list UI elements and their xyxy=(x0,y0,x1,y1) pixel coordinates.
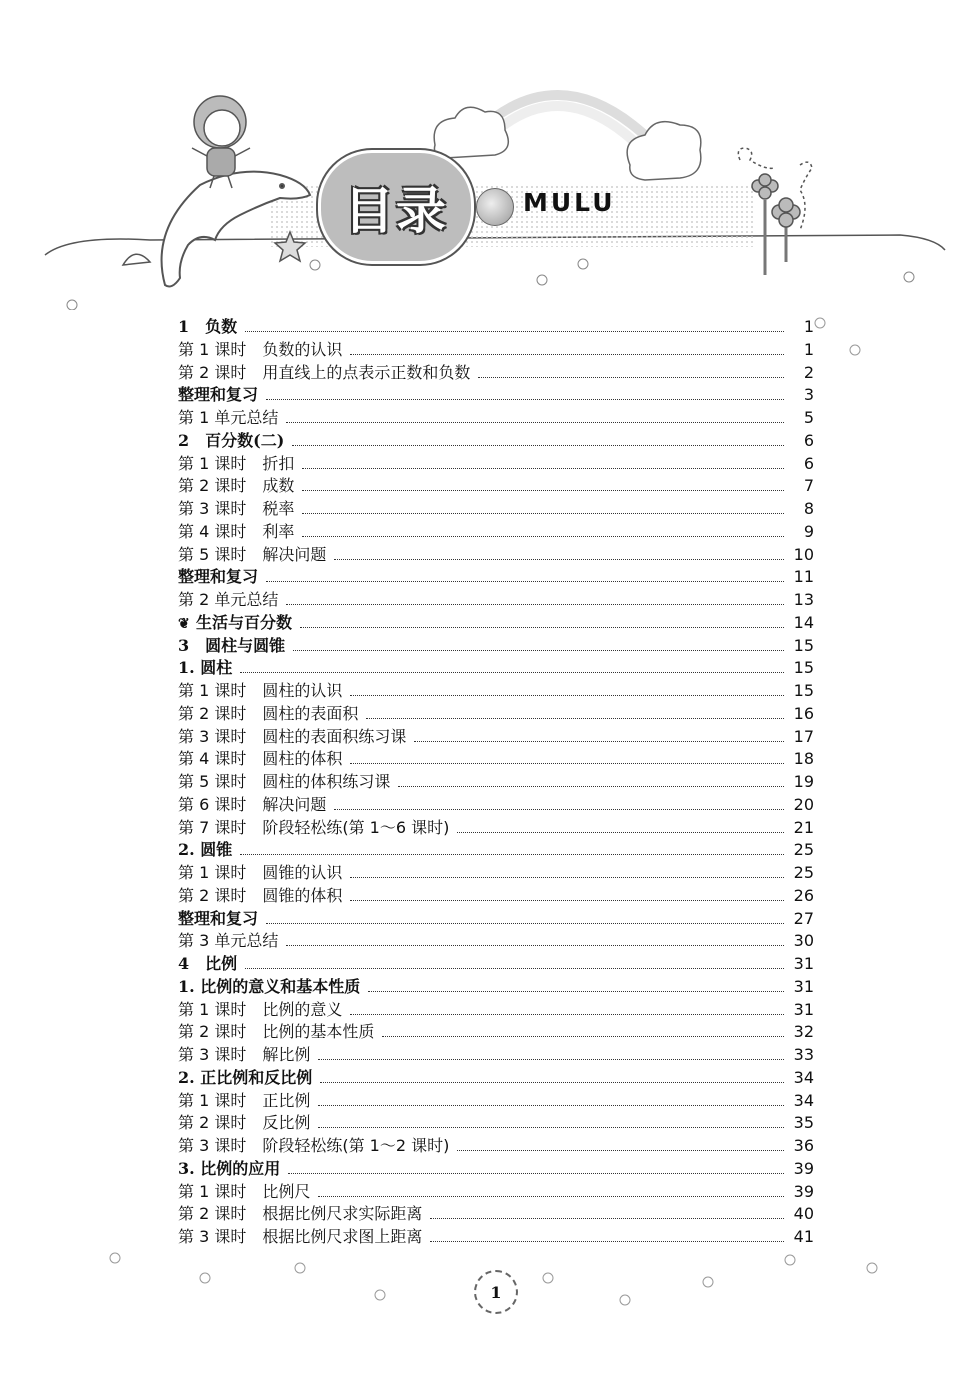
toc-label xyxy=(178,862,346,885)
toc-page-number: 15 xyxy=(793,681,814,700)
toc-row[interactable] xyxy=(178,339,814,362)
toc-label xyxy=(178,362,474,385)
leader-dots xyxy=(350,1013,784,1015)
toc-row[interactable] xyxy=(178,999,814,1022)
toc-row[interactable] xyxy=(178,475,814,498)
toc-label-text: 2 百分数(二) xyxy=(178,430,285,450)
toc-label xyxy=(178,1021,378,1044)
toc-page-number: 34 xyxy=(793,1090,814,1110)
toc-row[interactable] xyxy=(178,1181,814,1204)
toc-page-number: 31 xyxy=(793,954,814,973)
toc-row[interactable] xyxy=(178,1158,814,1181)
toc-label xyxy=(178,1090,314,1113)
toc-label xyxy=(178,407,282,430)
toc-label xyxy=(178,339,346,362)
toc-row[interactable] xyxy=(178,635,814,658)
toc-page-number: 8 xyxy=(803,499,814,518)
toc-row[interactable] xyxy=(178,1112,814,1135)
leader-dots xyxy=(350,876,784,878)
toc-label xyxy=(178,475,298,498)
toc-label-text: 第 3 课时 解比例 xyxy=(178,1045,311,1064)
toc-row[interactable] xyxy=(178,566,814,589)
leader-dots xyxy=(430,1217,784,1219)
leader-dots xyxy=(366,717,784,719)
toc-label-text: 第 1 课时 折扣 xyxy=(178,453,295,473)
toc-page-number: 33 xyxy=(793,1045,814,1064)
page-title: 目录 xyxy=(344,182,448,240)
page-subtitle: MULU xyxy=(523,188,616,217)
toc-row[interactable] xyxy=(178,885,814,908)
toc-label-text: 2. 正比例和反比例 xyxy=(178,1067,313,1087)
leader-dots xyxy=(368,990,784,992)
toc-label-text: 3 圆柱与圆锥 xyxy=(178,635,286,655)
toc-label xyxy=(178,1158,284,1181)
toc-label xyxy=(178,657,236,680)
leader-dots xyxy=(318,1058,784,1060)
toc-label xyxy=(178,521,298,544)
toc-label-text: 第 2 课时 比例的基本性质 xyxy=(178,1022,375,1042)
leader-dots xyxy=(350,762,784,764)
toc-page-number: 10 xyxy=(793,544,814,564)
toc-label xyxy=(178,976,364,999)
toc-label xyxy=(178,1181,314,1204)
toc-label-text: 第 1 课时 比例尺 xyxy=(178,1181,311,1201)
toc-label xyxy=(178,1203,426,1226)
toc-row[interactable] xyxy=(178,1226,814,1249)
toc-label xyxy=(178,680,346,703)
toc-label xyxy=(178,384,262,407)
toc-page-number: 15 xyxy=(793,635,814,655)
toc-label-text: 第 2 课时 成数 xyxy=(178,476,295,496)
leader-dots xyxy=(334,808,784,810)
toc-page-number: 6 xyxy=(803,430,814,450)
toc-label xyxy=(178,817,453,840)
toc-label-text: 整理和复习 xyxy=(178,567,259,587)
leader-dots xyxy=(240,853,784,855)
toc-page-number: 17 xyxy=(793,726,814,746)
toc-page-number: 31 xyxy=(793,999,814,1019)
toc-label-text: 第 1 课时 正比例 xyxy=(178,1090,311,1110)
toc-label xyxy=(178,316,241,339)
toc-label-text: 1. 圆柱 xyxy=(178,658,233,678)
toc-row[interactable] xyxy=(178,748,814,771)
toc-label-text: 第 3 课时 圆柱的表面积练习课 xyxy=(178,726,407,746)
toc-page-number: 31 xyxy=(793,976,814,996)
toc-page-number: 18 xyxy=(793,749,814,769)
toc-label-text: 第 4 课时 圆柱的体积 xyxy=(178,749,343,769)
leader-dots xyxy=(286,421,784,423)
toc-label xyxy=(178,885,346,908)
toc-page-number: 2 xyxy=(803,362,814,382)
toc-label-text: 第 5 课时 解决问题 xyxy=(178,544,327,564)
leader-dots xyxy=(302,467,784,469)
toc-page-number: 7 xyxy=(803,476,814,496)
toc-label-text: 第 2 课时 圆柱的表面积 xyxy=(178,703,359,723)
leader-dots xyxy=(398,785,784,787)
toc-label-text: 第 2 课时 根据比例尺求实际距离 xyxy=(178,1204,423,1224)
toc-label xyxy=(178,999,346,1022)
toc-label xyxy=(178,1112,314,1135)
toc-label-text: 第 2 课时 圆锥的体积 xyxy=(178,885,343,905)
toc-page-number: 27 xyxy=(793,908,814,928)
toc-label xyxy=(178,726,410,749)
toc-row[interactable] xyxy=(178,316,814,339)
toc-page-number: 19 xyxy=(793,772,814,791)
title-block xyxy=(318,150,648,260)
leader-dots xyxy=(292,444,784,446)
leader-dots xyxy=(457,831,784,833)
toc-label xyxy=(178,544,330,567)
toc-row[interactable] xyxy=(178,384,814,407)
toc-label xyxy=(178,453,298,476)
toc-page-number: 35 xyxy=(793,1113,814,1133)
clover-icon xyxy=(752,174,800,227)
toc-page-number: 9 xyxy=(803,521,814,541)
toc-page-number: 5 xyxy=(803,408,814,427)
toc-label xyxy=(178,771,394,794)
shell-icon xyxy=(123,254,150,265)
toc-label xyxy=(178,612,296,636)
toc-row[interactable] xyxy=(178,407,814,430)
toc-label-text: 4 比例 xyxy=(178,954,238,973)
toc-label xyxy=(178,635,289,658)
toc-label-text: 第 2 课时 反比例 xyxy=(178,1113,311,1133)
toc-page-number: 11 xyxy=(793,567,814,587)
toc-row[interactable] xyxy=(178,930,814,953)
toc-label-text: 第 4 课时 利率 xyxy=(178,521,295,541)
toc-label-text: 第 1 课时 比例的意义 xyxy=(178,999,343,1019)
leader-dots xyxy=(318,1195,784,1197)
toc-row[interactable] xyxy=(178,453,814,476)
toc-row[interactable] xyxy=(178,680,814,703)
leader-dots xyxy=(302,489,784,491)
leader-dots xyxy=(245,967,784,969)
toc-row[interactable] xyxy=(178,589,814,612)
leader-dots xyxy=(320,1081,784,1083)
toc-page-number: 32 xyxy=(793,1022,814,1042)
header-illustration xyxy=(0,0,979,310)
toc-label xyxy=(178,1044,314,1067)
toc-row[interactable] xyxy=(178,726,814,749)
toc-row[interactable] xyxy=(178,771,814,794)
leader-dots xyxy=(430,1240,784,1242)
leader-dots xyxy=(288,1172,784,1174)
toc-page-number: 41 xyxy=(793,1227,814,1246)
toc-page-number: 36 xyxy=(793,1136,814,1155)
toc-label xyxy=(178,1226,426,1249)
leader-dots xyxy=(240,671,784,673)
page-number-badge xyxy=(474,1270,518,1314)
toc-label-text: 第 3 课时 根据比例尺求图上距离 xyxy=(178,1227,423,1246)
toc-page-number: 1 xyxy=(803,317,814,336)
leader-dots xyxy=(350,353,784,355)
toc-page-number: 39 xyxy=(793,1181,814,1201)
toc-page-number: 15 xyxy=(793,658,814,678)
toc-row[interactable] xyxy=(178,817,814,840)
toc-page-number: 3 xyxy=(803,385,814,405)
toc-page-number: 1 xyxy=(803,339,814,359)
toc-label-text: 第 1 课时 圆锥的认识 xyxy=(178,863,343,882)
toc-label xyxy=(178,839,236,862)
toc-label-text: 1 负数 xyxy=(178,317,238,336)
title-oval xyxy=(318,150,474,264)
toc-page-number: 26 xyxy=(793,885,814,905)
toc-row[interactable] xyxy=(178,521,814,544)
toc-label xyxy=(178,1135,453,1158)
toc-label-text: 第 2 课时 用直线上的点表示正数和负数 xyxy=(178,362,471,382)
toc-row[interactable] xyxy=(178,1067,814,1090)
toc-label-text: 第 6 课时 解决问题 xyxy=(178,794,327,814)
toc-label xyxy=(178,1067,316,1090)
toc-label xyxy=(178,794,330,817)
toc-page-number: 30 xyxy=(793,931,814,951)
toc-label-text: 1. 比例的意义和基本性质 xyxy=(178,976,361,996)
leader-dots xyxy=(286,944,784,946)
toc-label-text: 第 1 课时 负数的认识 xyxy=(178,339,343,359)
table-of-contents xyxy=(178,316,814,1249)
leader-dots xyxy=(302,535,784,537)
toc-row[interactable] xyxy=(178,430,814,453)
toc-label-text: 第 7 课时 阶段轻松练(第 1～6 课时) xyxy=(178,817,450,837)
toc-page-number: 40 xyxy=(793,1204,814,1224)
leader-dots xyxy=(318,1126,784,1128)
toc-label xyxy=(178,930,282,953)
toc-row[interactable] xyxy=(178,976,814,999)
toc-label-text: 第 2 单元总结 xyxy=(178,590,279,609)
leader-dots xyxy=(478,376,784,378)
toc-page-number: 39 xyxy=(793,1158,814,1178)
leader-dots xyxy=(293,649,784,651)
leader-dots xyxy=(334,558,784,560)
leader-dots xyxy=(266,580,784,582)
toc-row[interactable] xyxy=(178,794,814,817)
leader-dots xyxy=(350,694,784,696)
toc-row[interactable] xyxy=(178,1021,814,1044)
toc-label-text: 生活与百分数 xyxy=(196,612,293,632)
toc-row[interactable] xyxy=(178,1135,814,1158)
leader-dots xyxy=(302,512,784,514)
toc-row[interactable] xyxy=(178,703,814,726)
toc-label-text: 第 5 课时 圆柱的体积练习课 xyxy=(178,772,391,791)
toc-page-number: 25 xyxy=(793,863,814,882)
toc-row[interactable] xyxy=(178,362,814,385)
toc-label-text: 第 3 课时 阶段轻松练(第 1～2 课时) xyxy=(178,1136,450,1155)
leader-dots xyxy=(350,899,784,901)
leader-dots xyxy=(318,1104,784,1106)
toc-row[interactable] xyxy=(178,1044,814,1067)
title-dot-icon xyxy=(476,188,514,226)
toc-label-text: 整理和复习 xyxy=(178,385,259,405)
toc-label-text: 第 3 课时 税率 xyxy=(178,499,295,518)
toc-page-number: 20 xyxy=(793,794,814,814)
leader-dots xyxy=(382,1035,784,1037)
toc-page-number: 34 xyxy=(793,1067,814,1087)
toc-row[interactable] xyxy=(178,544,814,567)
toc-row[interactable] xyxy=(178,953,814,976)
toc-row[interactable] xyxy=(178,498,814,521)
toc-page-number: 6 xyxy=(803,453,814,473)
leader-dots xyxy=(286,603,784,605)
toc-label-text: 整理和复习 xyxy=(178,908,259,928)
toc-label xyxy=(178,589,282,612)
toc-page-number: 16 xyxy=(793,703,814,723)
toc-label xyxy=(178,566,262,589)
leader-dots xyxy=(414,740,784,742)
toc-page-number: 14 xyxy=(793,612,814,632)
toc-page-number: 21 xyxy=(793,817,814,837)
toc-label-text: 2. 圆锥 xyxy=(178,840,233,860)
leader-dots xyxy=(457,1149,784,1151)
toc-row[interactable] xyxy=(178,1203,814,1226)
toc-label xyxy=(178,703,362,726)
toc-row[interactable] xyxy=(178,839,814,862)
leader-dots xyxy=(245,330,784,332)
toc-label xyxy=(178,908,262,931)
toc-label-text: 第 1 单元总结 xyxy=(178,408,279,427)
toc-label-text: 第 3 单元总结 xyxy=(178,931,279,951)
leader-dots xyxy=(266,398,784,400)
toc-row[interactable] xyxy=(178,1090,814,1113)
sprout-icon: ❦ xyxy=(178,615,190,632)
toc-label xyxy=(178,498,298,521)
toc-label xyxy=(178,430,288,453)
toc-label xyxy=(178,748,346,771)
toc-row[interactable] xyxy=(178,862,814,885)
toc-label xyxy=(178,953,241,976)
toc-page-number: 25 xyxy=(793,840,814,860)
toc-row[interactable] xyxy=(178,612,814,635)
toc-label-text: 3. 比例的应用 xyxy=(178,1158,281,1178)
toc-row[interactable] xyxy=(178,657,814,680)
toc-row[interactable] xyxy=(178,908,814,931)
leader-dots xyxy=(266,922,784,924)
leader-dots xyxy=(300,626,784,628)
toc-page-number: 13 xyxy=(793,590,814,609)
small-flowers xyxy=(67,259,914,310)
toc-label-text: 第 1 课时 圆柱的认识 xyxy=(178,681,343,700)
page-number: 1 xyxy=(490,1282,502,1302)
